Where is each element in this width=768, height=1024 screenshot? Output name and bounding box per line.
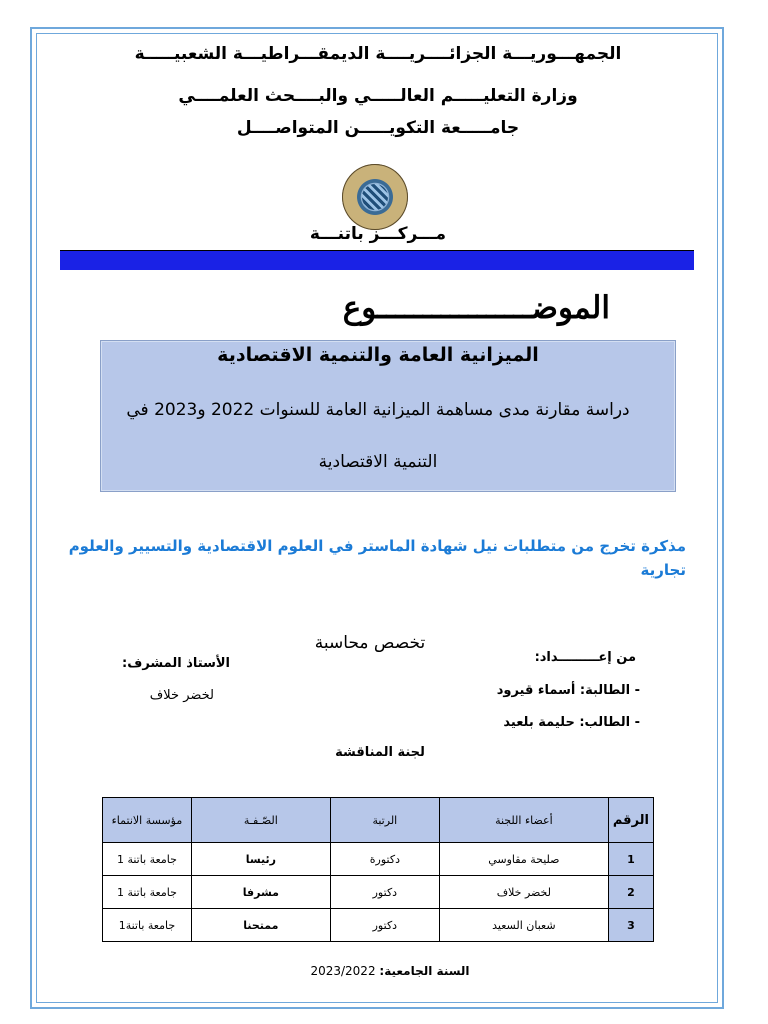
row-member: شعبان السعيد bbox=[439, 909, 608, 942]
header-member: أعضاء اللجنة bbox=[439, 798, 608, 843]
row-institution: جامعة باتنة1 bbox=[103, 909, 192, 942]
student-1: - الطالبة: أسماء قيرود bbox=[496, 683, 640, 698]
thesis-statement: مذكرة تخرج من متطلبات نيل شهادة الماستر في العلوم الاقتصادية والتسيير والعلوم تجارية bbox=[68, 537, 686, 579]
jury-table bbox=[102, 797, 654, 942]
table-row bbox=[103, 843, 654, 876]
thesis-title: الميزانية العامة والتنمية الاقتصادية bbox=[217, 344, 539, 366]
row-institution: جامعة باتنة 1 bbox=[103, 843, 192, 876]
header-num: الرقم bbox=[608, 798, 653, 843]
thesis-subtitle-line1: دراسة مقارنة مدى مساهمة الميزانية العامة للسنوات 2022 و2023 في bbox=[126, 400, 630, 420]
university-logo bbox=[342, 164, 408, 230]
republic-heading: الجمهـــوريـــة الجزائــــريــــة الديمقـــراطيـــة الشعبيـــــة bbox=[134, 44, 622, 64]
thesis-subtitle-line2: التنمية الاقتصادية bbox=[318, 452, 438, 472]
row-num: 2 bbox=[608, 876, 653, 909]
row-role: مشرفا bbox=[191, 876, 330, 909]
table-header-row bbox=[103, 798, 654, 843]
row-role: رئيسا bbox=[191, 843, 330, 876]
academic-year-value: 2023/2022 bbox=[310, 964, 376, 978]
university-heading: جامـــــعة التكويـــــن المتواصــــل bbox=[236, 118, 520, 138]
row-num: 1 bbox=[608, 843, 653, 876]
row-rank: دكتور bbox=[330, 909, 439, 942]
supervisor-label: الأستاذ المشرف: bbox=[122, 656, 230, 671]
subject-heading: الموضـــــــــــــــــوع bbox=[342, 290, 610, 326]
header-rank: الرتبة bbox=[330, 798, 439, 843]
academic-year bbox=[240, 964, 540, 978]
academic-year-label: السنة الجامعية: bbox=[379, 964, 470, 978]
supervisor-name: لخضر خلاف bbox=[149, 688, 214, 703]
student-2: - الطالب: حليمة بلعيد bbox=[503, 715, 640, 730]
committee-label: لجنة المناقشة bbox=[335, 745, 425, 760]
row-institution: جامعة باتنة 1 bbox=[103, 876, 192, 909]
row-member: لخضر خلاف bbox=[439, 876, 608, 909]
row-member: صليحة مقاوسي bbox=[439, 843, 608, 876]
row-rank: دكتور bbox=[330, 876, 439, 909]
row-role: ممتحنا bbox=[191, 909, 330, 942]
specialty: تخصص محاسبة bbox=[314, 633, 426, 653]
table-row bbox=[103, 909, 654, 942]
header-institution: مؤسسة الانتماء bbox=[103, 798, 192, 843]
blue-divider-bar bbox=[60, 251, 694, 270]
table-row bbox=[103, 876, 654, 909]
center-name: مـــركـــز باتنـــة bbox=[309, 224, 447, 244]
row-num: 3 bbox=[608, 909, 653, 942]
prepared-by-label: من إعـــــــــداد: bbox=[534, 650, 636, 665]
header-role: الصّـفـة bbox=[191, 798, 330, 843]
ministry-heading: وزارة التعليـــــم العالـــــي والبــــحث العلمــــي bbox=[178, 86, 578, 106]
row-rank: دكتورة bbox=[330, 843, 439, 876]
logo-emblem bbox=[362, 184, 388, 210]
